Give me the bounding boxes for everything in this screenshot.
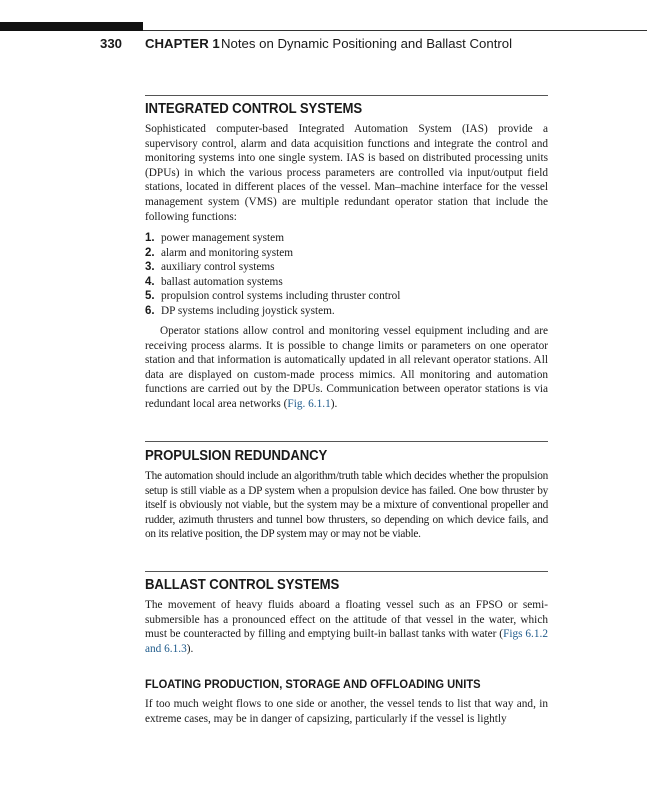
list-item — [145, 304, 548, 319]
paragraph-propulsion: The automation should include an algorithm/truth table which decides whether the propulsion setup is still viable as a DP system when a propulsion device has failed. One bow thruster by itself is obviously not viable, but the system may be a mixture of conventional propeller and rudder, azimuth thrusters and tunnel bow thrusters, so depending on which device fails, and on its relative position, the DP system may or may not be viable. — [145, 470, 548, 541]
section-divider — [145, 95, 548, 96]
figure-link[interactable]: Fig. 6.1.1 — [287, 397, 331, 410]
list-number: 4. — [145, 275, 155, 288]
paragraph-ballast — [145, 598, 548, 656]
list-text: DP systems including joystick system. — [161, 304, 335, 317]
header-bar — [0, 22, 143, 31]
section-divider — [145, 571, 548, 572]
list-number: 5. — [145, 290, 155, 302]
list-number: 2. — [145, 246, 155, 259]
list-item — [145, 246, 548, 261]
paragraph-ias-intro: Sophisticated computer-based Integrated Automation System (IAS) provide a supervisory control, alarm and data acquisition functions and integrate the control and monitoring systems into one single system. IAS is based on distributed processing units (DPUs) in which the various process parameters are controlled via input/output field stations, located in different places of the vessel. Man–machine interface for the vessel management system (VMS) are multiple redundant operator station that include the following functions: — [145, 123, 548, 223]
list-text: ballast automation systems — [161, 275, 283, 288]
list-text: alarm and monitoring system — [161, 246, 294, 259]
list-text: propulsion control systems including thruster control — [161, 290, 401, 302]
page-number: 330 — [100, 36, 123, 51]
list-item — [145, 289, 548, 304]
chapter-label: CHAPTER 1 — [145, 36, 220, 51]
heading-integrated-control: INTEGRATED CONTROL SYSTEMS — [145, 101, 363, 117]
operator-stations-end: ). — [330, 397, 338, 410]
list-item — [145, 231, 548, 246]
list-number: 1. — [145, 232, 155, 244]
list-item — [145, 260, 548, 275]
section-divider — [145, 441, 548, 442]
heading-propulsion-redundancy: PROPULSION REDUNDANCY — [145, 448, 328, 464]
list-text: auxiliary control systems — [161, 261, 275, 273]
ballast-text: The movement of heavy fluids aboard a floating vessel such as an FPSO or semi-submersible has a pronounced effect on the attitude of that vessel in the water, which must be counteracted by filling and emptying built-in ballast tanks with water ( — [145, 599, 548, 641]
paragraph-fpso: If too much weight flows to one side or another, the vessel tends to list that way and, in extreme cases, may be in danger of capsizing, particularly if the vessel is lightly — [145, 698, 548, 725]
heading-fpso: FLOATING PRODUCTION, STORAGE AND OFFLOADING UNITS — [145, 677, 481, 691]
function-list — [145, 231, 548, 318]
list-number: 6. — [145, 304, 155, 317]
chapter-title: Notes on Dynamic Positioning and Ballast Control — [221, 36, 513, 51]
list-text: power management system — [161, 232, 284, 244]
heading-ballast-control: BALLAST CONTROL SYSTEMS — [145, 577, 340, 593]
list-number: 3. — [145, 261, 155, 273]
operator-stations-text: Operator stations allow control and monitoring vessel equipment including and are receiving process alarms. It is possible to change limits or parameters on one operator station and that information is automatically updated in all relevant operator stations. All data are displayed on custom-made process mimics. All monitoring and automation functions are carried out by the DPUs. Communication between operator stations is via redundant local area networks ( — [145, 325, 548, 410]
figure-link[interactable]: Figs 6.1.2 and 6.1.3 — [145, 628, 548, 655]
running-head — [0, 36, 647, 54]
header-rule — [143, 30, 647, 31]
list-item — [145, 275, 548, 290]
ballast-end: ). — [186, 642, 194, 655]
paragraph-operator-stations — [145, 324, 548, 412]
